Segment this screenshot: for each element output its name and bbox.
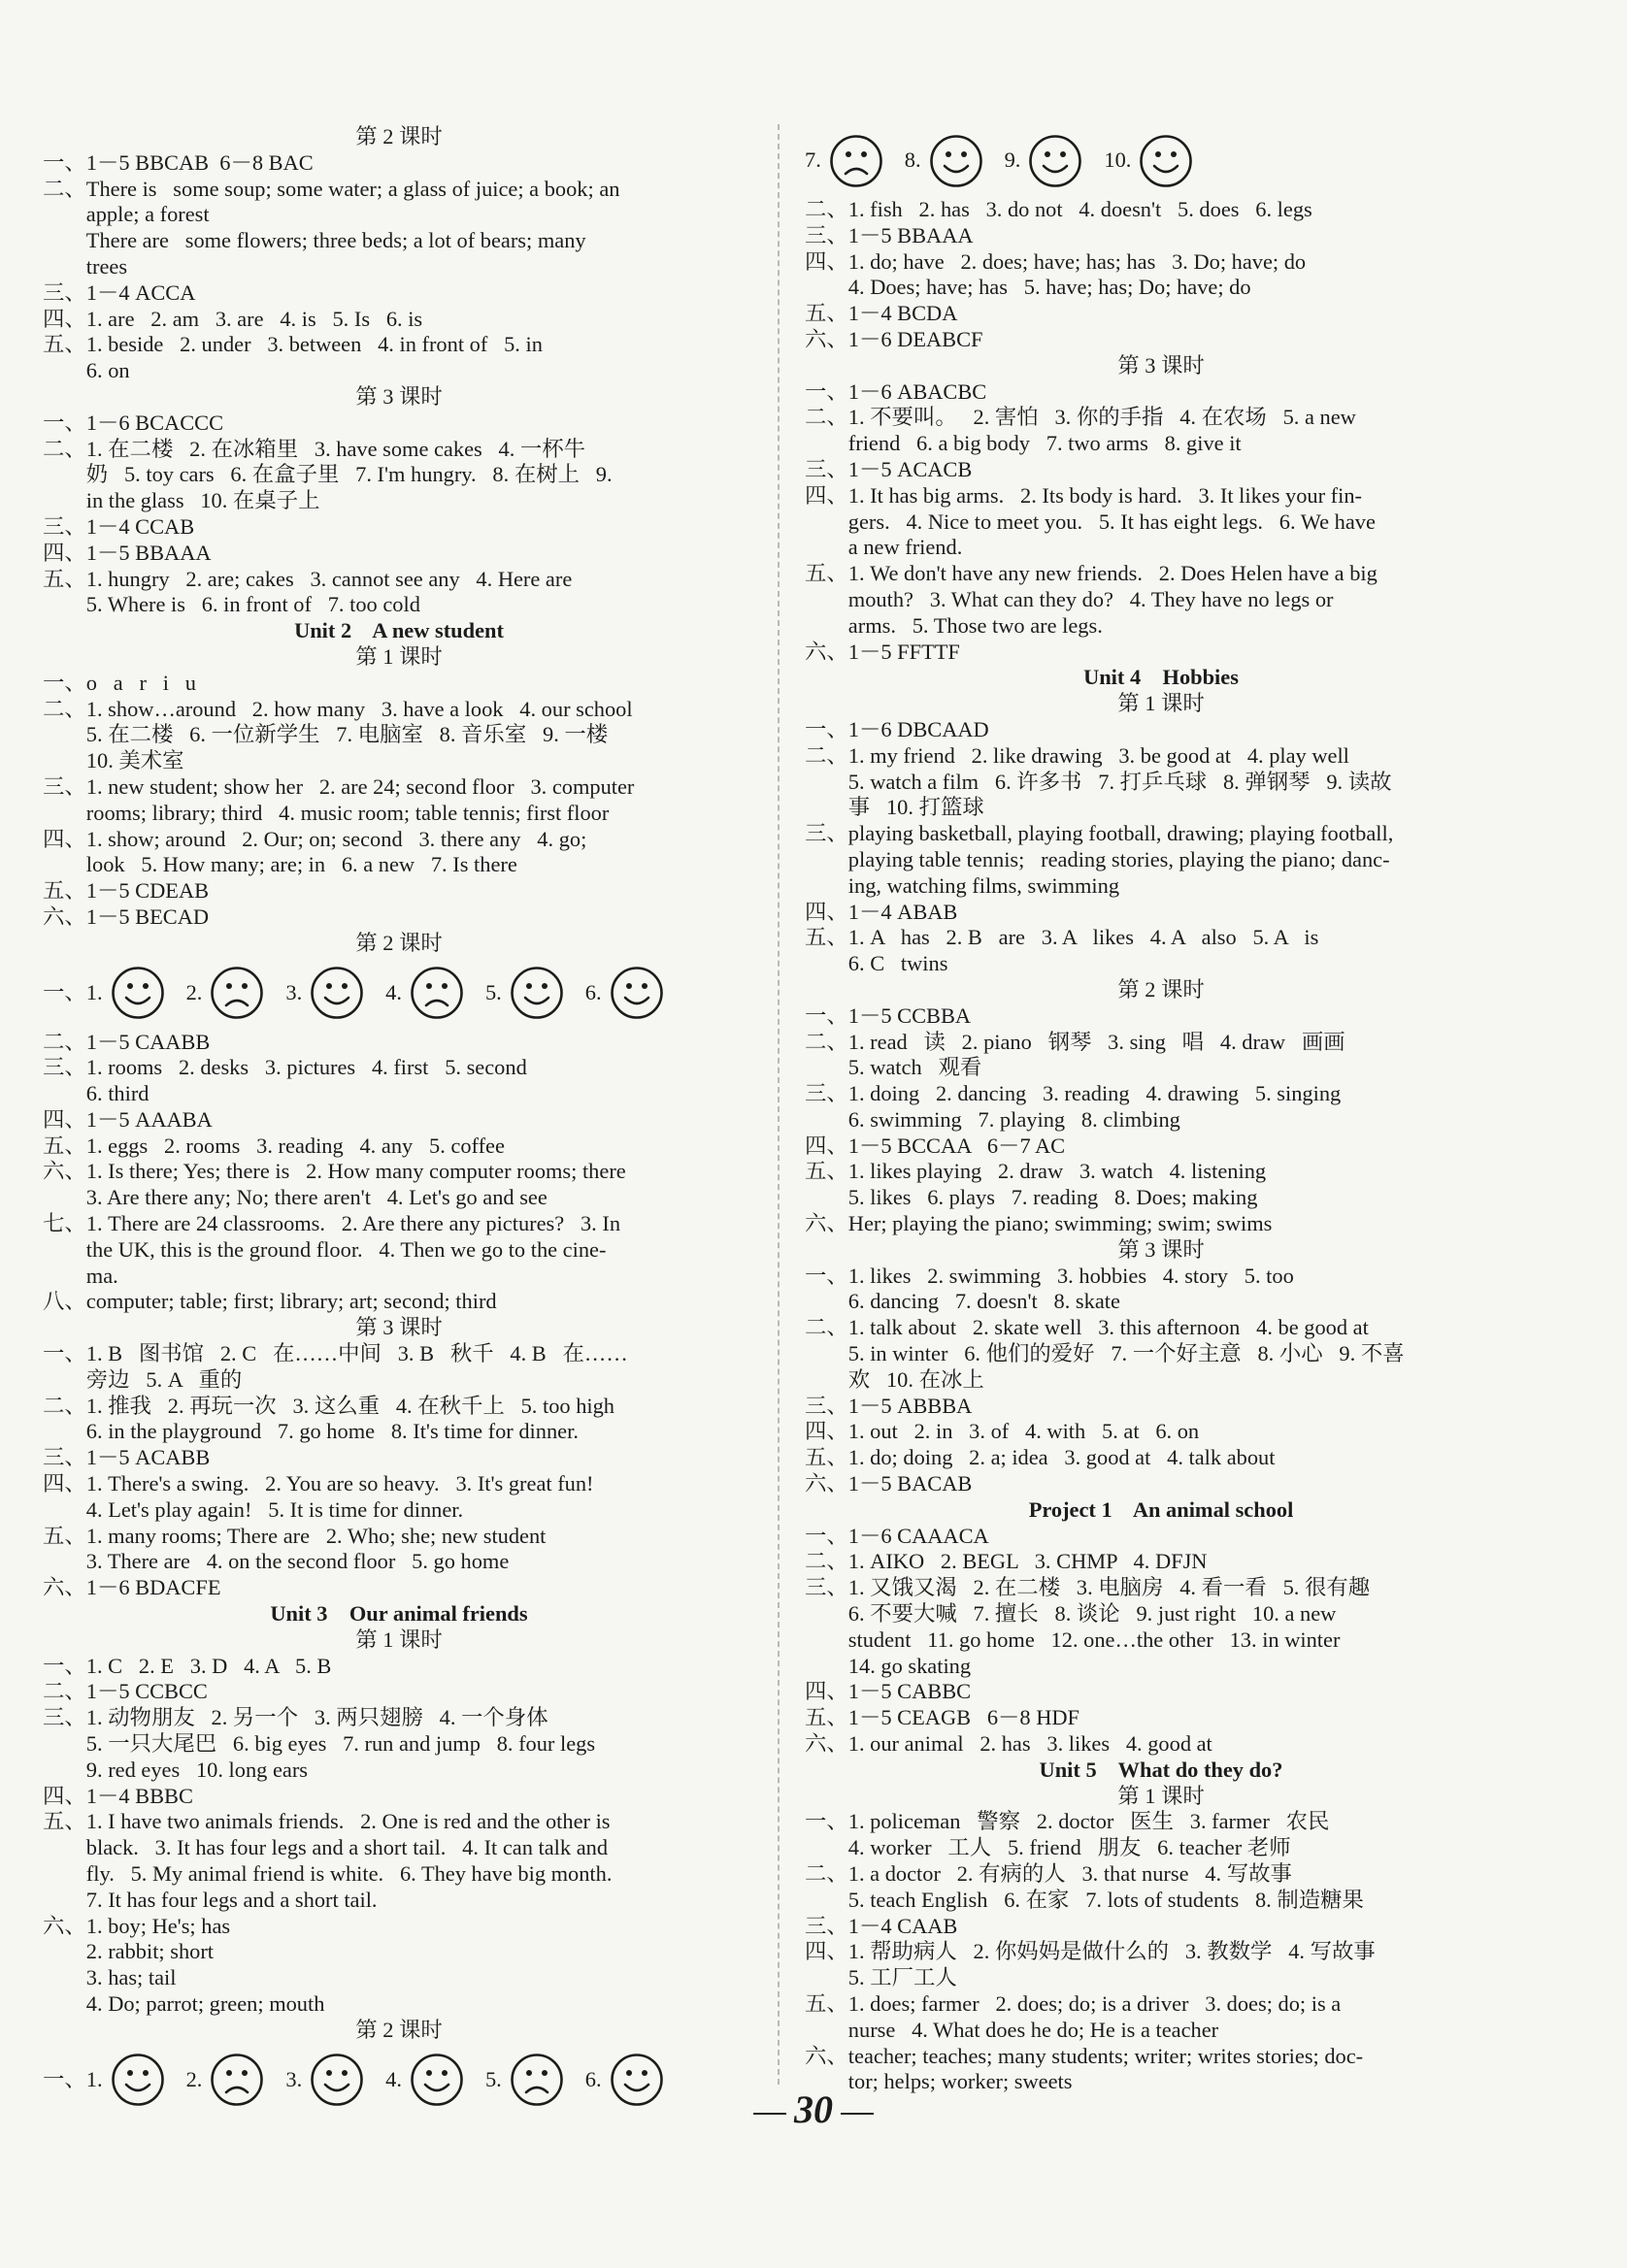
answer-line: 9. red eyes 10. long ears — [85, 1757, 308, 1782]
answer-line: apple; a forest — [85, 202, 210, 227]
answer-line: 三、1. 又饿又渴 2. 在二楼 3. 电脑房 4. 看一看 5. 很有趣 — [805, 1575, 1371, 1600]
answer-line: 5. likes 6. plays 7. reading 8. Does; making — [847, 1185, 1258, 1210]
answer-line: 5. teach English 6. 在家 7. lots of students 8. 制造糖果 — [847, 1887, 1364, 1912]
answer-line: 四、1－5 CABBC — [805, 1679, 972, 1704]
smiley-face-icon — [610, 966, 664, 1020]
sad-face-icon — [829, 134, 883, 188]
right-column — [805, 124, 1517, 2095]
answer-line: mouth? 3. What can they do? 4. They have no legs or — [847, 586, 1334, 611]
answer-line: 五、1－5 CEAGB 6－8 HDF — [805, 1705, 1080, 1730]
face-answer-number: 4. — [385, 2066, 402, 2091]
page-number-dash-left — [753, 2113, 786, 2115]
answer-line: 五、1. A has 2. B are 3. A likes 4. A also 5. A is — [805, 925, 1319, 950]
face-row-prefix: 一、 — [43, 979, 86, 1004]
answer-line: 一、1－6 BCACCC — [43, 410, 224, 435]
answer-line: 八、computer; table; first; library; art; second; third — [43, 1289, 497, 1314]
answer-line: 欢 10. 在冰上 — [847, 1366, 984, 1392]
answer-line: 五、1. does; farmer 2. does; do; is a driver 3. does; do; is a — [805, 1990, 1342, 2016]
page-number-dash-right — [841, 2113, 874, 2115]
answer-line: 五、1－4 BCDA — [805, 301, 958, 326]
answer-line: 五、1. do; doing 2. a; idea 3. good at 4. talk about — [805, 1445, 1276, 1470]
answer-line: 三、1－4 CAAB — [805, 1913, 958, 1938]
face-answer-number: 2. — [185, 2066, 203, 2091]
answer-line: 一、1－6 ABACBC — [805, 378, 987, 404]
answer-line: 5. in winter 6. 他们的爱好 7. 一个好主意 8. 小心 9. 不喜 — [847, 1341, 1405, 1366]
answer-line: 5. 一只大尾巴 6. big eyes 7. run and jump 8. four legs — [85, 1731, 596, 1757]
answer-line: 二、There is some soup; some water; a glass of juice; a book; an — [43, 176, 620, 201]
answer-line: in the glass 10. 在桌子上 — [85, 488, 320, 513]
answer-line: black. 3. It has four legs and a short tail. 4. It can talk and — [85, 1835, 609, 1860]
answer-line: 五、1－5 CDEAB — [43, 878, 210, 904]
face-answer-number: 4. — [385, 979, 402, 1004]
answer-line: 一、1. B 图书馆 2. C 在……中间 3. B 秋千 4. B 在…… — [43, 1341, 628, 1366]
page-number-text: 30 — [794, 2087, 833, 2131]
answer-line: 7. It has four legs and a short tail. — [85, 1887, 378, 1912]
answer-line: 三、1. 动物朋友 2. 另一个 3. 两只翅膀 4. 一个身体 — [43, 1705, 548, 1730]
column-divider — [778, 124, 780, 2085]
answer-line: student 11. go home 12. one…the other 13. in winter — [847, 1627, 1341, 1652]
answer-line: 四、1－4 ABAB — [805, 899, 958, 924]
answer-line: 二、1. show…around 2. how many 3. have a look 4. our school — [43, 696, 633, 721]
answer-line: 4. Do; parrot; green; mouth — [85, 1990, 325, 2016]
face-answer-item — [805, 134, 883, 188]
answer-line: 三、1－4 CCAB — [43, 513, 195, 539]
answer-line: 二、1. 不要叫。 2. 害怕 3. 你的手指 4. 在农场 5. a new — [805, 405, 1356, 430]
answer-line: 四、1－4 BBBC — [43, 1783, 193, 1808]
smiley-face-icon — [1028, 134, 1082, 188]
answer-line: gers. 4. Nice to meet you. 5. It has eight legs. 6. We have — [847, 509, 1376, 534]
face-answer-number: 6. — [584, 979, 602, 1004]
face-answer-item — [86, 966, 165, 1020]
lesson-heading: 第 1 课时 — [355, 643, 443, 669]
face-answer-number: 7. — [805, 148, 821, 173]
answer-line: 六、1. Is there; Yes; there is 2. How many computer rooms; there — [43, 1159, 626, 1184]
answer-line: There are some flowers; three beds; a lot of bears; many — [85, 228, 586, 253]
answer-line: 一、1. C 2. E 3. D 4. A 5. B — [43, 1653, 332, 1678]
face-answer-item — [485, 966, 564, 1020]
answer-line: playing table tennis; reading stories, playing the piano; danc- — [847, 846, 1390, 871]
answer-line: look 5. How many; are; in 6. a new 7. Is there — [85, 852, 517, 877]
answer-line: 三、1－5 ABBBA — [805, 1393, 973, 1418]
answer-line: 六、1－6 BDACFE — [43, 1575, 221, 1600]
answer-line: ing, watching films, swimming — [847, 872, 1120, 898]
answer-line: 二、1. read 读 2. piano 钢琴 3. sing 唱 4. draw 画画 — [805, 1029, 1345, 1054]
face-answer-number: 10. — [1104, 148, 1132, 173]
answer-line: 三、1. rooms 2. desks 3. pictures 4. first 5. second — [43, 1055, 527, 1080]
face-answer-number: 6. — [584, 2066, 602, 2091]
lesson-heading: 第 2 课时 — [355, 930, 443, 955]
answer-line: 四、1－5 BBAAA — [43, 540, 212, 565]
answer-line: rooms; library; third 4. music room; table tennis; first floor — [85, 800, 610, 825]
unit-heading: Unit 4 Hobbies — [1083, 665, 1239, 690]
answer-line: 六、teacher; teaches; many students; writer; writes stories; doc- — [805, 2043, 1364, 2068]
answer-line: 事 10. 打篮球 — [847, 795, 984, 820]
answer-line: 5. Where is 6. in front of 7. too cold — [85, 592, 420, 617]
answer-line: 6. 不要大喊 7. 擅长 8. 谈论 9. just right 10. a new — [847, 1601, 1337, 1627]
answer-line: 三、1. doing 2. dancing 3. reading 4. drawing 5. singing — [805, 1081, 1342, 1106]
face-answer-number: 3. — [285, 2066, 303, 2091]
answer-line: 六、1－6 DEABCF — [805, 326, 983, 351]
face-answer-number: 5. — [484, 2066, 502, 2091]
answer-line: fly. 5. My animal friend is white. 6. They have big month. — [85, 1861, 613, 1886]
answer-line: 五、1. many rooms; There are 2. Who; she; new student — [43, 1523, 547, 1548]
answer-line: 三、1－5 ACACB — [805, 456, 973, 481]
answer-line: 旁边 5. A 重的 — [85, 1366, 243, 1392]
sad-face-icon — [210, 966, 264, 1020]
answer-line: 6. on — [85, 358, 130, 383]
answer-line: 五、1. hungry 2. are; cakes 3. cannot see any 4. Here are — [43, 566, 573, 591]
answer-line: 二、1. 在二楼 2. 在冰箱里 3. have some cakes 4. 一杯牛 — [43, 436, 586, 461]
lesson-heading: 第 2 课时 — [1117, 976, 1205, 1002]
unit-heading: Project 1 An animal school — [1028, 1496, 1294, 1522]
answer-line: 六、1－5 BACAB — [805, 1471, 973, 1496]
face-answer-item — [385, 966, 464, 1020]
answer-line: 二、1－5 CAABB — [43, 1029, 211, 1054]
answer-line: 5. 工厂工人 — [847, 1965, 957, 1990]
face-answer-item — [1104, 134, 1193, 188]
face-answer-number: 1. — [85, 979, 103, 1004]
lesson-heading: 第 1 课时 — [355, 1627, 443, 1652]
face-answer-number: 5. — [484, 979, 502, 1004]
answer-line: 一、1. policeman 警察 2. doctor 医生 3. farmer 农民 — [805, 1809, 1330, 1834]
answer-line: 六、Her; playing the piano; swimming; swim; swims — [805, 1211, 1273, 1236]
answer-line: 一、1－6 CAAACA — [805, 1523, 989, 1548]
page-number — [0, 2087, 1627, 2132]
answer-line: 5. watch a film 6. 许多书 7. 打乒乓球 8. 弹钢琴 9. 读故 — [847, 769, 1392, 794]
answer-line: 四、1. out 2. in 3. of 4. with 5. at 6. on — [805, 1419, 1200, 1444]
answer-line: 6. in the playground 7. go home 8. It's time for dinner. — [85, 1419, 579, 1444]
answer-line: the UK, this is the ground floor. 4. Then we go to the cine- — [85, 1236, 607, 1262]
answer-line: 奶 5. toy cars 6. 在盒子里 7. I'm hungry. 8. 在树上 9. — [85, 462, 613, 487]
answer-line: 五、1. eggs 2. rooms 3. reading 4. any 5. coffee — [43, 1133, 505, 1158]
answer-line: 二、1. a doctor 2. 有病的人 3. that nurse 4. 写故事 — [805, 1861, 1292, 1886]
answer-line: ma. — [85, 1263, 118, 1288]
face-answer-item — [285, 966, 364, 1020]
answer-line: friend 6. a big body 7. two arms 8. give it — [847, 431, 1242, 456]
answer-line: 六、1. boy; He's; has — [43, 1913, 231, 1938]
answer-line: 四、1－5 BCCAA 6－7 AC — [805, 1133, 1066, 1158]
answer-line: 二、1. my friend 2. like drawing 3. be good at 4. play well — [805, 742, 1349, 768]
answer-line: 三、1－4 ACCA — [43, 279, 196, 305]
face-answer-row — [805, 124, 1517, 197]
answer-line: 6. third — [85, 1081, 149, 1106]
answer-line: 七、1. There are 24 classrooms. 2. Are there any pictures? 3. In — [43, 1211, 621, 1236]
answer-line: 五、1. We don't have any new friends. 2. Does Helen have a big — [805, 561, 1378, 586]
answer-line: 二、1－5 CCBCC — [43, 1679, 208, 1704]
answer-line: 4. worker 工人 5. friend 朋友 6. teacher 老师 — [847, 1835, 1291, 1860]
answer-line: 六、1－5 BECAD — [43, 904, 210, 929]
answer-line: a new friend. — [847, 535, 963, 560]
answer-line: 5. 在二楼 6. 一位新学生 7. 电脑室 8. 音乐室 9. 一楼 — [85, 722, 609, 747]
answer-line: 6. swimming 7. playing 8. climbing — [847, 1106, 1180, 1132]
lesson-heading: 第 1 课时 — [1117, 1783, 1205, 1808]
smiley-face-icon — [310, 966, 364, 1020]
answer-line: 10. 美术室 — [85, 748, 184, 773]
answer-line: 3. Are there any; No; there aren't 4. Let's go and see — [85, 1185, 548, 1210]
face-answer-row — [43, 957, 755, 1030]
answer-line: 二、1. 推我 2. 再玩一次 3. 这么重 4. 在秋千上 5. too high — [43, 1393, 614, 1418]
answer-line: 四、1. 帮助病人 2. 你妈妈是做什么的 3. 教数学 4. 写故事 — [805, 1939, 1376, 1964]
answer-line: 三、1－5 BBAAA — [805, 222, 974, 247]
face-answer-number: 9. — [1004, 148, 1021, 173]
answer-line: 4. Let's play again! 5. It is time for dinner. — [85, 1496, 464, 1522]
lesson-heading: 第 3 课时 — [355, 1315, 443, 1340]
answer-line: 6. C twins — [847, 951, 948, 976]
answer-line: 四、1. do; have 2. does; have; has; has 3. Do; have; do — [805, 248, 1307, 274]
face-answer-number: 8. — [904, 148, 921, 173]
answer-line: 3. There are 4. on the second floor 5. go home — [85, 1549, 510, 1574]
answer-line: 一、1－6 DBCAAD — [805, 716, 989, 741]
answer-line: 一、1. likes 2. swimming 3. hobbies 4. story 5. too — [805, 1263, 1294, 1288]
answer-line: 4. Does; have; has 5. have; has; Do; have; do — [847, 275, 1251, 300]
unit-heading: Unit 3 Our animal friends — [270, 1601, 528, 1627]
unit-heading: Unit 2 A new student — [294, 618, 504, 643]
answer-line: 五、1. I have two animals friends. 2. One is red and the other is — [43, 1809, 611, 1834]
answer-line: 五、1. beside 2. under 3. between 4. in front of 5. in — [43, 332, 543, 357]
answer-line: 6. dancing 7. doesn't 8. skate — [847, 1289, 1120, 1314]
lesson-heading: 第 1 课时 — [1117, 691, 1205, 716]
unit-heading: Unit 5 What do they do? — [1039, 1757, 1283, 1782]
answer-line: 三、1. new student; show her 2. are 24; second floor 3. computer — [43, 773, 635, 799]
answer-line: 二、1. fish 2. has 3. do not 4. doesn't 5. does 6. legs — [805, 197, 1312, 221]
lesson-heading: 第 3 课时 — [1117, 1236, 1205, 1262]
lesson-heading: 第 3 课时 — [1117, 352, 1205, 378]
answer-line: 3. has; tail — [85, 1965, 177, 1990]
answer-line: 五、1. likes playing 2. draw 3. watch 4. listening — [805, 1159, 1267, 1184]
smiley-face-icon — [1139, 134, 1193, 188]
answer-line: 二、1. AIKO 2. BEGL 3. CHMP 4. DFJN — [805, 1549, 1208, 1574]
face-answer-item — [186, 966, 265, 1020]
face-answer-number: 1. — [85, 2066, 103, 2091]
lesson-heading: 第 2 课时 — [355, 124, 443, 148]
answer-line: 5. watch 观看 — [847, 1055, 982, 1080]
answer-line: arms. 5. Those two are legs. — [847, 612, 1103, 638]
answer-line: trees — [85, 253, 128, 279]
answer-line: 2. rabbit; short — [85, 1939, 215, 1964]
answer-line: 三、1－5 ACABB — [43, 1445, 211, 1470]
face-answer-item — [1005, 134, 1083, 188]
smiley-face-icon — [111, 966, 165, 1020]
answer-line: 14. go skating — [847, 1653, 972, 1678]
sad-face-icon — [410, 966, 464, 1020]
answer-line: 二、1. talk about 2. skate well 3. this afternoon 4. be good at — [805, 1315, 1369, 1340]
smiley-face-icon — [510, 966, 564, 1020]
lesson-heading: 第 3 课时 — [355, 383, 443, 409]
face-row-prefix: 一、 — [43, 2066, 86, 2091]
answer-line: 一、o a r i u — [43, 670, 196, 695]
answer-line: tor; helps; worker; sweets — [847, 2069, 1073, 2094]
lesson-heading: 第 2 课时 — [355, 2017, 443, 2042]
answer-line: 四、1－5 AAABA — [43, 1106, 213, 1132]
answer-line: 四、1. show; around 2. Our; on; second 3. there any 4. go; — [43, 826, 587, 851]
answer-line: 三、playing basketball, playing football, drawing; playing football, — [805, 821, 1394, 846]
answer-line: nurse 4. What does he do; He is a teacher — [847, 2017, 1219, 2042]
answer-line: 一、1－5 CCBBA — [805, 1003, 972, 1028]
face-answer-number: 2. — [185, 979, 203, 1004]
answer-line: 四、1. are 2. am 3. are 4. is 5. Is 6. is — [43, 306, 423, 331]
face-answer-number: 3. — [285, 979, 303, 1004]
answer-line: 四、1. There's a swing. 2. You are so heavy. 3. It's great fun! — [43, 1471, 594, 1496]
answer-line: 一、1－5 BBCAB 6－8 BAC — [43, 149, 314, 175]
left-column — [43, 124, 755, 2117]
answer-line: 六、1. our animal 2. has 3. likes 4. good at — [805, 1731, 1212, 1757]
face-answer-item — [905, 134, 983, 188]
smiley-face-icon — [929, 134, 983, 188]
answer-line: 六、1－5 FFTTF — [805, 639, 960, 664]
face-answer-item — [585, 966, 664, 1020]
answer-line: 四、1. It has big arms. 2. Its body is hard. 3. It likes your fin- — [805, 482, 1363, 508]
